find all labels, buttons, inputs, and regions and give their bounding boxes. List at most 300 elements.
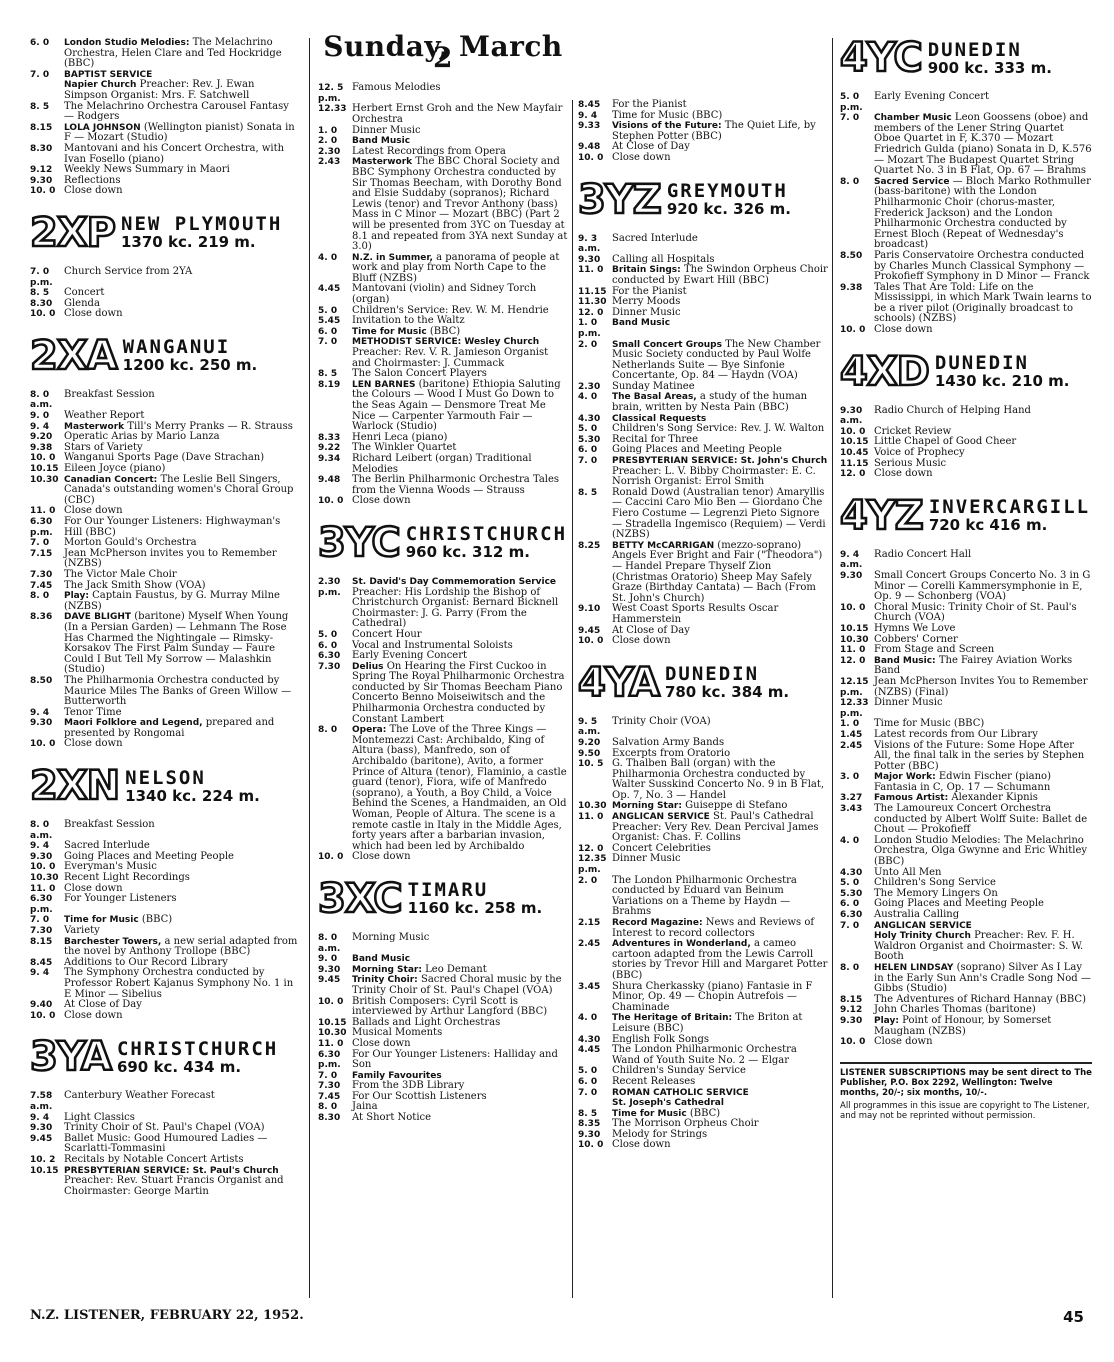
program-heading: Britain Sings: bbox=[612, 265, 681, 276]
program-entry bbox=[578, 812, 828, 844]
program-description bbox=[64, 475, 300, 507]
program-entry bbox=[840, 550, 1092, 571]
program-description bbox=[612, 918, 828, 939]
program-description bbox=[352, 725, 568, 852]
program-time: 10.45 bbox=[840, 448, 869, 459]
program-entry bbox=[578, 541, 828, 605]
station-header bbox=[30, 763, 300, 810]
program-detail: Herbert Ernst Groh and the New Mayfair Orchestra bbox=[352, 103, 563, 125]
program-detail: Recent Releases bbox=[612, 1075, 696, 1087]
program-time: 8.19 bbox=[318, 379, 341, 390]
program-time: 2.43 bbox=[318, 157, 341, 168]
program-description bbox=[612, 1045, 828, 1066]
program-time: 10.30 bbox=[30, 474, 59, 485]
program-time: 11. 0 bbox=[318, 1038, 344, 1049]
program-time: 12. 0 bbox=[840, 655, 866, 666]
program-time: 8.50 bbox=[840, 250, 863, 261]
program-detail: Dinner Music bbox=[874, 697, 943, 709]
program-entry bbox=[30, 676, 300, 708]
program-list bbox=[840, 550, 1092, 1048]
station-frequency: 1370 kc. 219 m. bbox=[121, 233, 256, 252]
program-entry bbox=[578, 982, 828, 1014]
program-time: 11.30 bbox=[578, 297, 607, 308]
program-time: 9.30 bbox=[30, 1123, 53, 1134]
program-detail: For the Pianist bbox=[612, 285, 687, 297]
program-description bbox=[64, 1011, 300, 1022]
program-list bbox=[318, 933, 568, 1124]
program-detail: Close down bbox=[64, 185, 123, 197]
program-detail: Going Places and Meeting People bbox=[612, 444, 782, 456]
program-time: 4.30 bbox=[578, 413, 601, 424]
program-detail: The Melachrino Orchestra, Helen Clare and Ted Hockridge (BBC) bbox=[64, 37, 282, 70]
program-entry bbox=[30, 612, 300, 676]
program-entry bbox=[578, 876, 828, 918]
program-description bbox=[64, 820, 300, 841]
program-entry bbox=[840, 603, 1092, 624]
program-time: 9. 4 a.m. bbox=[840, 549, 863, 571]
program-entry bbox=[30, 186, 300, 197]
program-heading: St. Joseph's Cathedral bbox=[612, 1098, 724, 1109]
program-time: 12. 0 bbox=[578, 843, 604, 854]
program-time: 1. 0 p.m. bbox=[578, 318, 601, 339]
program-detail: Edwin Fischer (piano) Fantasia in C, Op. 17 — Schumann bbox=[874, 771, 1051, 793]
program-time: 7. 0 p.m. bbox=[30, 266, 53, 288]
program-time: 8. 0 a.m. bbox=[318, 932, 341, 954]
program-time: 10.30 bbox=[840, 634, 869, 645]
program-time: 5. 0 bbox=[578, 1066, 598, 1077]
program-detail: Jean McPherson Invites You to Remember (NZBS) (Final) bbox=[874, 675, 1088, 698]
program-heading: Morning Star: bbox=[352, 964, 422, 975]
program-description bbox=[874, 406, 1092, 427]
program-entry bbox=[318, 997, 568, 1018]
station-info bbox=[406, 524, 567, 561]
program-detail: Recitals by Notable Concert Artists bbox=[64, 1153, 244, 1165]
program-entry bbox=[30, 267, 300, 288]
program-detail: Calling all Hospitals bbox=[612, 253, 715, 265]
program-entry bbox=[30, 894, 300, 915]
program-detail: Paris Conservatoire Orchestra conducted by Charles Munch Classical Symphony — Prokofieff Symphony in D Minor — Franck bbox=[874, 249, 1090, 283]
program-detail: Visions of the Future: Some Hope After All, the final talk in the series by Stephen Potter (BBC) bbox=[874, 739, 1085, 772]
program-time: 3. 0 bbox=[840, 772, 860, 783]
program-detail: Invitation to the Waltz bbox=[352, 315, 465, 327]
program-detail: The Salon Concert Players bbox=[352, 368, 487, 380]
program-detail: Close down bbox=[612, 1139, 671, 1151]
program-entry bbox=[578, 234, 828, 255]
program-detail: Ballet Music: Good Humoured Ladies — Scarlatti-Tommasini bbox=[64, 1132, 268, 1155]
program-time: 10.15 bbox=[840, 437, 869, 448]
program-description bbox=[612, 854, 828, 875]
program-time: 1. 0 bbox=[840, 719, 860, 730]
station-header bbox=[30, 1034, 300, 1081]
program-entry bbox=[30, 475, 300, 507]
program-detail: The New Chamber Music Society conducted by Paul Wolfe Netherlands Suite — Bye Sinfonie Concertante, Op. 84 — Haydn (VOA) bbox=[612, 338, 821, 382]
program-detail: Close down bbox=[64, 738, 123, 750]
program-entry bbox=[318, 1050, 568, 1071]
program-detail: English Folk Songs bbox=[612, 1033, 709, 1045]
program-detail: a panorama of people at work and play from North Cape to the Bluff (NZBS) bbox=[352, 251, 560, 284]
program-time: 2. 0 bbox=[578, 875, 598, 886]
program-time: 9.34 bbox=[318, 453, 341, 464]
program-detail: Alexander Kipnis bbox=[951, 792, 1038, 804]
program-detail: Children's Song Service bbox=[874, 877, 996, 889]
program-detail: Sacred Choral music by the Trinity Choir of St. Paul's Chapel (VOA) bbox=[352, 974, 562, 996]
program-time: 9.45 bbox=[30, 1133, 53, 1144]
program-time: 11.15 bbox=[578, 286, 607, 297]
program-detail: Children's Sunday Service bbox=[612, 1065, 746, 1077]
program-detail: Ballads and Light Orchestras bbox=[352, 1016, 501, 1028]
program-time: 7.15 bbox=[30, 548, 53, 559]
program-heading: ANGLICAN SERVICE bbox=[874, 920, 972, 931]
program-time: 3.45 bbox=[578, 981, 601, 992]
program-entry bbox=[30, 144, 300, 165]
program-time: 11. 0 bbox=[840, 645, 866, 656]
program-time: 4.45 bbox=[318, 284, 341, 295]
program-time: 10. 0 bbox=[840, 602, 866, 613]
program-time: 10. 0 bbox=[840, 426, 866, 437]
station-info bbox=[123, 337, 258, 374]
program-description bbox=[64, 517, 300, 538]
program-entry bbox=[578, 1088, 828, 1099]
program-entry bbox=[578, 918, 828, 939]
program-time: 3.27 bbox=[840, 793, 863, 804]
program-entry bbox=[840, 772, 1092, 793]
program-description bbox=[612, 445, 828, 456]
station-header bbox=[318, 519, 568, 566]
program-detail: Morning Music bbox=[352, 931, 430, 943]
program-detail: Close down bbox=[64, 1009, 123, 1021]
program-description bbox=[64, 1091, 300, 1112]
program-detail: Time for Music (BBC) bbox=[874, 718, 985, 730]
program-description bbox=[612, 982, 828, 1014]
program-detail: The Quiet Life, by Stephen Potter (BBC) bbox=[612, 120, 816, 142]
station-name: DUNEDIN bbox=[664, 663, 760, 686]
station-name: DUNEDIN bbox=[927, 38, 1022, 61]
program-description bbox=[874, 910, 1092, 921]
program-detail: Close down bbox=[64, 505, 123, 517]
program-time: 7.30 bbox=[318, 1081, 341, 1092]
program-time: 10.15 bbox=[840, 623, 869, 634]
program-detail: Close down bbox=[874, 1036, 933, 1048]
program-detail: The Morrison Orpheus Choir bbox=[612, 1118, 759, 1130]
program-detail: Close down bbox=[874, 324, 933, 336]
program-heading: London Studio Melodies: bbox=[64, 38, 190, 48]
program-time: 2.45 bbox=[840, 740, 863, 751]
program-detail: Weather Report bbox=[64, 410, 145, 422]
program-time: 4.30 bbox=[578, 1034, 601, 1045]
page-number: 45 bbox=[1063, 1308, 1084, 1326]
program-description bbox=[612, 456, 828, 488]
program-heading: Time for Music bbox=[352, 326, 427, 337]
program-entry bbox=[840, 656, 1092, 677]
program-time: 5. 0 bbox=[318, 305, 338, 316]
column-3 bbox=[578, 100, 828, 1151]
program-heading: Visions of the Future: bbox=[612, 121, 722, 132]
program-detail: Close down bbox=[352, 851, 411, 863]
program-detail: For Younger Listeners bbox=[64, 893, 177, 905]
program-detail: Preacher: Rev. V. R. Jamieson Organist and Choirmaster: J. Cummack bbox=[352, 347, 549, 369]
column-1 bbox=[30, 38, 300, 1197]
station-name: WANGANUI bbox=[122, 336, 231, 359]
program-detail: Preacher: L. V. Bibby Choirmaster: E. C. Norrish Organist: Errol Smith bbox=[612, 465, 816, 488]
program-time: 10. 0 bbox=[578, 636, 604, 647]
program-detail: Preacher: Rev. Stuart Francis Organist and Choirmaster: George Martin bbox=[64, 1175, 284, 1197]
program-time: 8.33 bbox=[318, 432, 341, 443]
program-time: 10.30 bbox=[578, 801, 607, 812]
program-detail: The Love of the Three Kings — Montemezzi Cast: Archibaldo, King of Altura (bass), Manfredo, son of Archibaldo (baritone), Avito, a former Prince of Altura (tenor), Flaminio, a castle guard (tenor), Fiora, wife of Manfredo (soprano), a Youth, a Boy Child, a Voice Behind the Scenes, a Handmaiden, an Old Woman, People of Altura. The scene is a remote castle in Italy in the Middle Ages, forty years after a barbarian invasion, which had been led by Archibaldo bbox=[352, 724, 567, 852]
station-header bbox=[840, 348, 1092, 395]
program-entry bbox=[30, 38, 300, 70]
program-time: 10.15 bbox=[30, 464, 59, 475]
program-time: 9. 4 bbox=[30, 1112, 50, 1123]
program-time: 10.15 bbox=[30, 1165, 59, 1176]
program-time: 8.15 bbox=[30, 122, 53, 133]
program-time: 9.30 bbox=[840, 1015, 863, 1026]
program-time: 9.20 bbox=[578, 737, 601, 748]
program-time: 8.25 bbox=[578, 540, 601, 551]
program-time: 9.30 bbox=[30, 718, 53, 729]
station-info bbox=[667, 181, 791, 218]
program-time: 9.12 bbox=[30, 165, 53, 176]
station-frequency: 960 kc. 312 m. bbox=[405, 543, 530, 562]
station-frequency: 900 kc. 333 m. bbox=[927, 58, 1052, 77]
program-detail: Trinity Choir (VOA) bbox=[612, 715, 711, 727]
program-detail: The Briton at Leisure (BBC) bbox=[612, 1012, 803, 1034]
program-description bbox=[352, 380, 568, 433]
program-entry bbox=[578, 456, 828, 488]
program-detail: Children's Song Service: Rev. J. W. Walton bbox=[612, 423, 825, 435]
program-time: 9.20 bbox=[30, 432, 53, 443]
program-detail: Mantovani (violin) and Sidney Torch (organ) bbox=[352, 283, 537, 306]
program-detail: Close down bbox=[612, 635, 671, 647]
station-header bbox=[30, 332, 300, 379]
program-detail: Light Classics bbox=[64, 1111, 135, 1123]
program-detail: Leo Demant bbox=[425, 963, 487, 975]
program-time: 9.12 bbox=[840, 1005, 863, 1016]
program-time: 6. 0 bbox=[30, 38, 50, 48]
program-time: 8.50 bbox=[30, 675, 53, 686]
program-detail: The London Philharmonic Orchestra conducted by Eduard van Beinum Variations on a Theme by Haydn — Brahms bbox=[612, 874, 797, 918]
program-heading: Holy Trinity Church bbox=[874, 931, 971, 942]
program-description bbox=[352, 83, 568, 104]
station-frequency: 1160 kc. 258 m. bbox=[407, 899, 543, 918]
station-logo: 2XA bbox=[30, 332, 117, 379]
program-detail: Salvation Army Bands bbox=[612, 736, 725, 748]
program-entry bbox=[30, 739, 300, 750]
program-detail: Close down bbox=[64, 308, 123, 320]
program-heading: Band Music bbox=[352, 136, 411, 147]
program-description bbox=[64, 390, 300, 411]
program-detail: Jaina bbox=[352, 1101, 378, 1113]
program-entry bbox=[840, 406, 1092, 427]
program-description bbox=[612, 488, 828, 541]
program-detail: From the 3DB Library bbox=[352, 1080, 465, 1092]
program-time: 6. 0 bbox=[840, 899, 860, 910]
program-description bbox=[612, 318, 828, 339]
program-time: 8.35 bbox=[578, 1119, 601, 1130]
program-time: 10. 0 bbox=[840, 1037, 866, 1048]
program-time: 9.48 bbox=[578, 142, 601, 153]
program-entry bbox=[30, 820, 300, 841]
program-entry bbox=[30, 517, 300, 538]
column-4 bbox=[840, 35, 1092, 1121]
program-description bbox=[64, 144, 300, 165]
program-detail: Guiseppe di Stefano bbox=[685, 800, 788, 812]
program-time: 8. 0 bbox=[318, 725, 338, 736]
program-detail: The Berlin Philharmonic Orchestra Tales from the Vienna Woods — Strauss bbox=[352, 474, 560, 496]
program-entry bbox=[840, 741, 1092, 773]
program-detail: Captain Faustus, by G. Murray Milne (NZBS) bbox=[64, 590, 280, 612]
station-info bbox=[929, 497, 1090, 534]
program-time: 9. 4 bbox=[30, 968, 50, 979]
program-entry bbox=[318, 662, 568, 726]
program-entry bbox=[840, 804, 1092, 836]
program-time: 2.15 bbox=[578, 918, 601, 928]
program-detail: Recent Light Recordings bbox=[64, 872, 190, 884]
program-entry bbox=[578, 1045, 828, 1066]
program-detail: For Our Scottish Listeners bbox=[352, 1090, 487, 1102]
program-heading: Family Favourites bbox=[352, 1070, 442, 1081]
program-heading: HELEN LINDSAY bbox=[874, 962, 954, 973]
program-detail: Stars of Variety bbox=[64, 441, 143, 453]
program-detail: Glenda bbox=[64, 297, 100, 309]
program-time: 11. 0 bbox=[578, 812, 604, 823]
program-time: 2. 0 bbox=[318, 136, 338, 147]
program-description bbox=[612, 541, 828, 605]
program-list bbox=[840, 406, 1092, 480]
program-time: 5. 0 bbox=[318, 629, 338, 640]
program-description bbox=[352, 933, 568, 954]
program-entry bbox=[30, 591, 300, 612]
program-time: 9. 0 bbox=[30, 411, 50, 422]
program-detail: Sacred Interlude bbox=[612, 232, 698, 244]
program-entry bbox=[318, 83, 568, 104]
program-detail: Point of Honour, by Somerset Maugham (NZBS) bbox=[874, 1014, 1052, 1037]
program-entry bbox=[578, 1140, 828, 1151]
program-list bbox=[318, 577, 568, 863]
program-entry bbox=[578, 340, 828, 382]
station-frequency: 920 kc. 326 m. bbox=[666, 200, 791, 219]
program-time: 7.45 bbox=[318, 1091, 341, 1102]
program-detail: For the Pianist bbox=[612, 99, 687, 110]
program-detail: St. Paul's Cathedral Preacher: Very Rev. Dean Percival James Organist: Chas. F. Collins bbox=[612, 811, 819, 844]
program-entry bbox=[840, 963, 1092, 995]
program-entry bbox=[30, 1166, 300, 1198]
program-time: 7. 0 bbox=[30, 915, 50, 926]
program-time: 9.38 bbox=[840, 282, 863, 293]
program-description bbox=[64, 80, 300, 101]
program-heading: Chamber Music bbox=[874, 113, 952, 124]
program-time bbox=[578, 1098, 612, 1109]
program-detail: The Leslie Bell Singers, Canada's outstanding women's Choral Group (CBC) bbox=[64, 473, 294, 506]
program-detail: Shura Cherkassky (piano) Fantasie in F Minor, Op. 49 — Chopin Autrefois — Chaminade bbox=[612, 980, 813, 1013]
program-time: 9. 4 bbox=[30, 841, 50, 852]
program-heading: N.Z. in Summer, bbox=[352, 252, 433, 263]
program-entry bbox=[840, 251, 1092, 283]
program-description bbox=[612, 1140, 828, 1151]
program-heading: Band Music: bbox=[874, 655, 936, 666]
program-time: 2.30 p.m. bbox=[318, 576, 341, 598]
program-list bbox=[30, 267, 300, 320]
program-detail: Dinner Music bbox=[612, 853, 681, 865]
program-description bbox=[64, 549, 300, 570]
program-description bbox=[874, 1016, 1092, 1037]
page-footer bbox=[30, 1308, 1084, 1326]
program-detail: Going Places and Meeting People bbox=[874, 898, 1044, 910]
program-description bbox=[64, 123, 300, 144]
program-heading: Opera: bbox=[352, 725, 387, 736]
program-time: 9.30 bbox=[840, 571, 863, 581]
program-detail: Preacher: Rev. J. Ewan Simpson Organist: Mrs. F. Satchwell bbox=[64, 79, 255, 101]
column-rule bbox=[309, 38, 310, 1298]
program-detail: The London Philharmonic Orchestra Wand of Youth Suite No. 2 — Elgar bbox=[612, 1044, 797, 1066]
program-description bbox=[874, 325, 1092, 336]
program-description bbox=[64, 267, 300, 288]
program-description bbox=[874, 698, 1092, 719]
program-detail: (BBC) bbox=[689, 1107, 721, 1119]
program-detail: Cobbers' Corner bbox=[874, 633, 958, 645]
program-description bbox=[352, 475, 568, 496]
program-detail: From Stage and Screen bbox=[874, 644, 995, 656]
program-detail: Operatic Arias by Mario Lanza bbox=[64, 431, 220, 443]
program-entry bbox=[840, 571, 1092, 603]
program-description bbox=[352, 104, 568, 125]
station-info bbox=[408, 880, 543, 917]
station-name: TIMARU bbox=[407, 879, 489, 902]
program-time: 8.15 bbox=[840, 994, 863, 1005]
program-time: 10.30 bbox=[30, 873, 59, 884]
program-time: 2. 0 bbox=[578, 339, 598, 350]
station-name: NELSON bbox=[125, 766, 206, 789]
program-entry bbox=[578, 939, 828, 981]
program-detail: Additions to Our Record Library bbox=[64, 956, 228, 968]
program-entry bbox=[30, 123, 300, 144]
program-description bbox=[64, 937, 300, 958]
program-time: 5.45 bbox=[318, 316, 341, 327]
program-heading: Record Magazine: bbox=[612, 918, 703, 928]
program-entry bbox=[840, 698, 1092, 719]
program-detail: Trinity Choir of St. Paul's Chapel (VOA) bbox=[64, 1122, 265, 1134]
program-time: 6. 0 bbox=[578, 1076, 598, 1087]
program-time: 10. 0 bbox=[578, 1140, 604, 1151]
program-time: 3.43 bbox=[840, 804, 863, 815]
program-entry bbox=[30, 718, 300, 739]
program-heading: Band Music bbox=[612, 318, 671, 329]
station-frequency: 720 kc 416 m. bbox=[928, 516, 1048, 535]
program-entry bbox=[318, 253, 568, 285]
program-detail: Early Evening Concert bbox=[352, 650, 468, 662]
program-description bbox=[874, 1037, 1092, 1048]
program-time: 12.33 p.m. bbox=[840, 698, 869, 719]
program-time: 9.33 bbox=[578, 121, 601, 132]
program-description bbox=[874, 836, 1092, 868]
program-description bbox=[64, 1155, 300, 1166]
program-time: 10. 0 bbox=[318, 852, 344, 863]
program-detail: Breakfast Session bbox=[64, 819, 155, 831]
program-time: 12. 5 p.m. bbox=[318, 83, 344, 104]
program-time: 4. 0 bbox=[840, 835, 860, 846]
program-time: 10.15 bbox=[318, 1017, 347, 1028]
program-detail: (baritone) Ethiopia Saluting the Colours — Wood I Must Go Down to the Seas Again — Densmore Treat Me Nice — Carpenter Yarmouth Fair — Warlock (Studio) bbox=[352, 378, 561, 433]
program-heading: Masterwork bbox=[64, 421, 125, 432]
program-description bbox=[64, 102, 300, 123]
program-time: 8.36 bbox=[30, 612, 53, 623]
program-detail: Vocal and Instrumental Soloists bbox=[352, 639, 513, 651]
program-heading: Time for Music bbox=[64, 915, 139, 926]
station-logo: 3YC bbox=[318, 519, 400, 566]
program-entry bbox=[30, 309, 300, 320]
program-time bbox=[840, 931, 874, 963]
program-description bbox=[64, 894, 300, 915]
